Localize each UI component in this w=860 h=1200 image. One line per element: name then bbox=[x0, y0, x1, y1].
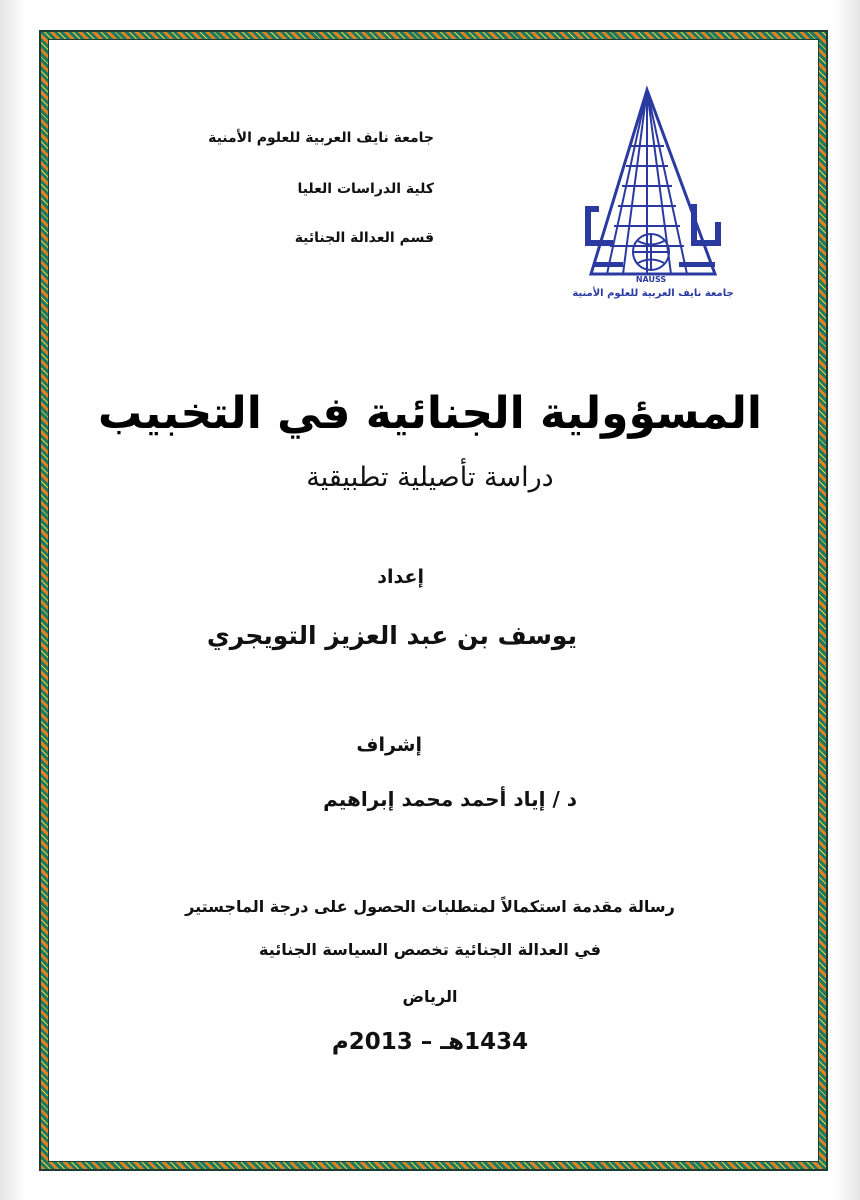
date: 1434هـ – 2013م bbox=[331, 1029, 529, 1055]
logo-caption: جامعة نايف العربية للعلوم الأمنية bbox=[572, 288, 734, 299]
degree-statement: رسالة مقدمة استكمالاً لمتطلبات الحصول على درجة الماجستير bbox=[185, 897, 675, 916]
thesis-subtitle: دراسة تأصيلية تطبيقية bbox=[306, 462, 554, 493]
thesis-title: المسؤولية الجنائية في التخبيب bbox=[98, 388, 762, 439]
college-name: كلية الدراسات العليا bbox=[297, 181, 434, 197]
logo-abbreviation: NAUSS bbox=[635, 275, 667, 284]
supervisor-label: إشراف bbox=[356, 734, 422, 756]
author-label: إعداد bbox=[377, 566, 424, 588]
author-name: يوسف بن عبد العزيز التويجري bbox=[206, 621, 577, 650]
department-name: قسم العدالة الجنائية bbox=[294, 230, 434, 246]
specialization: في العدالة الجنائية تخصص السياسة الجنائية bbox=[259, 940, 601, 959]
supervisor-name: د / إياد أحمد محمد إبراهيم bbox=[323, 787, 577, 811]
city: الرياض bbox=[402, 987, 458, 1006]
university-name: جامعة نايف العربية للعلوم الأمنية bbox=[208, 130, 434, 146]
nauss-logo bbox=[572, 86, 734, 300]
